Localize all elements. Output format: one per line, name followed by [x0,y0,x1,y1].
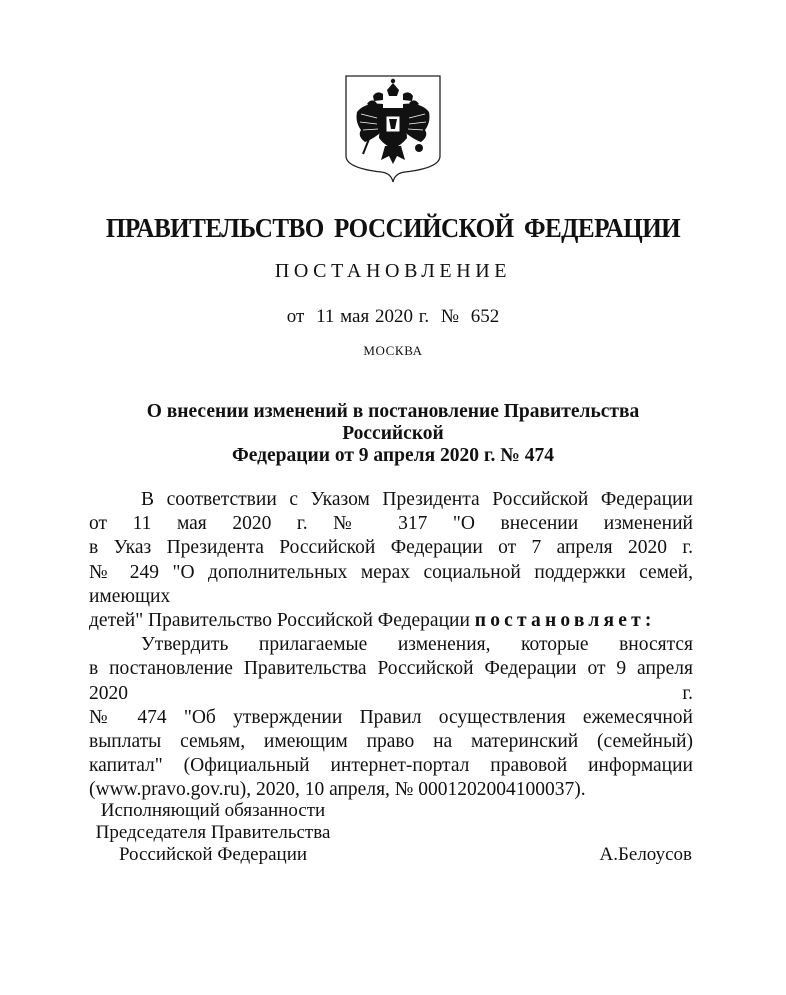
document-subject [96,401,690,467]
document-date-number [0,306,786,328]
body-line-text: детей" Правительство Российской Федерации [89,610,470,632]
body-line: в Указ Президента Российской Федерации от 7 апреля 2020 г. [89,537,693,559]
date-prefix: от [286,306,305,327]
document-type: ПОСТАНОВЛЕНИЕ [274,260,512,282]
signatory-name: А.Белоусов [599,844,692,865]
organization-title: ПРАВИТЕЛЬСТВО РОССИЙСКОЙ ФЕДЕРАЦИИ [105,213,681,243]
subject-line: Федерации от 9 апреля 2020 г. № 474 [231,445,554,466]
document-date: 11 мая 2020 г. [316,306,430,327]
document-number: 652 [470,306,500,327]
subject-line: О внесении изменений в постановление Правительства Российской [146,401,640,444]
position-line: Председателя Правительства [95,822,331,843]
body-line: капитал" (Официальный интернет-портал правовой информации [89,755,693,777]
signatory-position [89,800,337,866]
body-line: Утвердить прилагаемые изменения, которые вносятся [141,634,693,656]
body-line: в постановление Правительства Российской Федерации от 9 апреля 2020 г. [89,658,693,704]
body-line: № 249 "О дополнительных мерах социальной поддержки семей, имеющих [89,561,693,607]
decree-word: постановляет: [474,610,656,632]
body-line: выплаты семьям, имеющим право на материнский (семейный) [89,731,693,753]
body-line: № 474 "Об утверждении Правил осуществления ежемесячной [89,706,693,728]
body-line: (www.pravo.gov.ru), 2020, 10 апреля, № 0001202004100037). [89,779,586,801]
body-line: от 11 мая 2020 г. № 317 "О внесении изменений [89,513,693,535]
position-line: Российской Федерации [118,844,308,865]
position-line: Исполняющий обязанности [100,800,326,821]
city: МОСКВА [363,343,423,358]
body-line: В соответствии с Указом Президента Российской Федерации [141,489,693,510]
coat-of-arms-emblem [343,72,443,184]
document-body [89,488,693,803]
number-sign: № [440,306,459,327]
double-headed-eagle-icon [343,72,443,184]
body-line [89,609,693,633]
